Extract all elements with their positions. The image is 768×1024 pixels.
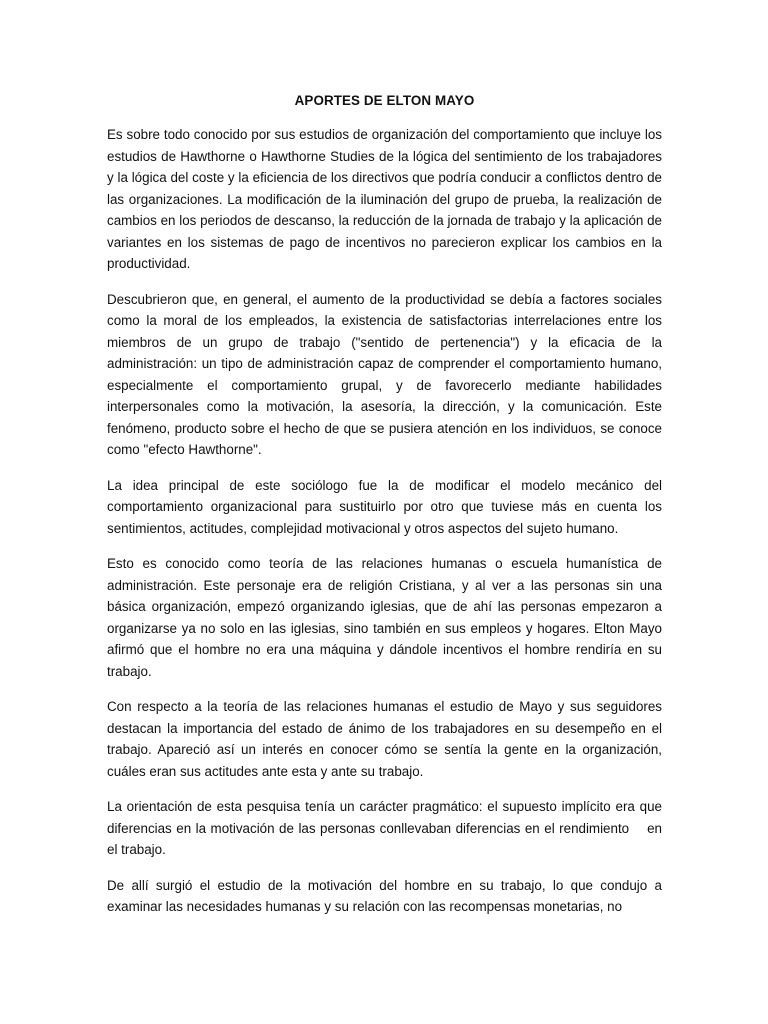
paragraph-3: La idea principal de este sociólogo fue la de modificar el modelo mecánico del comportamiento organizacional para sustituirlo por otro que tuviese más en cuenta los sentimientos, actitudes, complejidad motivacional y otros aspectos del sujeto humano. (107, 477, 662, 536)
paragraph-1: Es sobre todo conocido por sus estudios de organización del comportamiento que incluye los estudios de Hawthorne o Hawthorne Studies de la lógica del sentimiento de los trabajadores y la lógica del coste y la eficiencia de los directivos que podría conducir a conflictos dentro de las organizaciones. La modificación de la iluminación del grupo de prueba, la realización de cambios en los periodos de descanso, la reducción de la jornada de trabajo y la aplicación de variantes en los sistemas de pago de incentivos no parecieron explicar los cambios en la productividad. (107, 127, 662, 271)
paragraph-2: Descubrieron que, en general, el aumento de la productividad se debía a factores sociales como la moral de los empleados, la existencia de satisfactorias interrelaciones entre los miembros de un grupo de trabajo ("sentido de pertenencia") y la eficacia de la administración: un tipo de administración capaz de comprender el comportamiento humano, especialmente el comportamiento grupal, y de favorecerlo mediante habilidades interpersonales como la motivación, la asesoría, la dirección, y la comunicación. Este fenómeno, producto sobre el hecho de que se pusiera atención en los individuos, se conoce como "efecto Hawthorne". (107, 291, 662, 457)
paragraph-4: Esto es conocido como teoría de las relaciones humanas o escuela humanística de administración. Este personaje era de religión Cristiana, y al ver a las personas sin una básica organización, empezó organizando iglesias, que de ahí las personas empezaron a organizarse ya no solo en las iglesias, sino también en sus empleos y hogares. Elton Mayo afirmó que el hombre no era una máquina y dándole incentivos el hombre rendiría en su trabajo. (107, 556, 662, 679)
paragraph-5: Con respecto a la teoría de las relaciones humanas el estudio de Mayo y sus seguidores destacan la importancia del estado de ánimo de los trabajadores en su desempeño en el trabajo. Apareció así un interés en conocer cómo se sentía la gente en la organización, cuáles eran sus actitudes ante esta y ante su trabajo. (107, 699, 662, 779)
document-title: APORTES DE ELTON MAYO (294, 93, 475, 108)
document-body (107, 90, 666, 932)
paragraph-7: De allí surgió el estudio de la motivación del hombre en su trabajo, lo que condujo a examinar las necesidades humanas y su relación con las recompensas monetarias, no (107, 877, 662, 914)
paragraph-6: La orientación de esta pesquisa tenía un carácter pragmático: el supuesto implícito era que diferencias en la motivación de las personas conllevaban diferencias en el rendimiento en el trabajo. (107, 799, 666, 857)
